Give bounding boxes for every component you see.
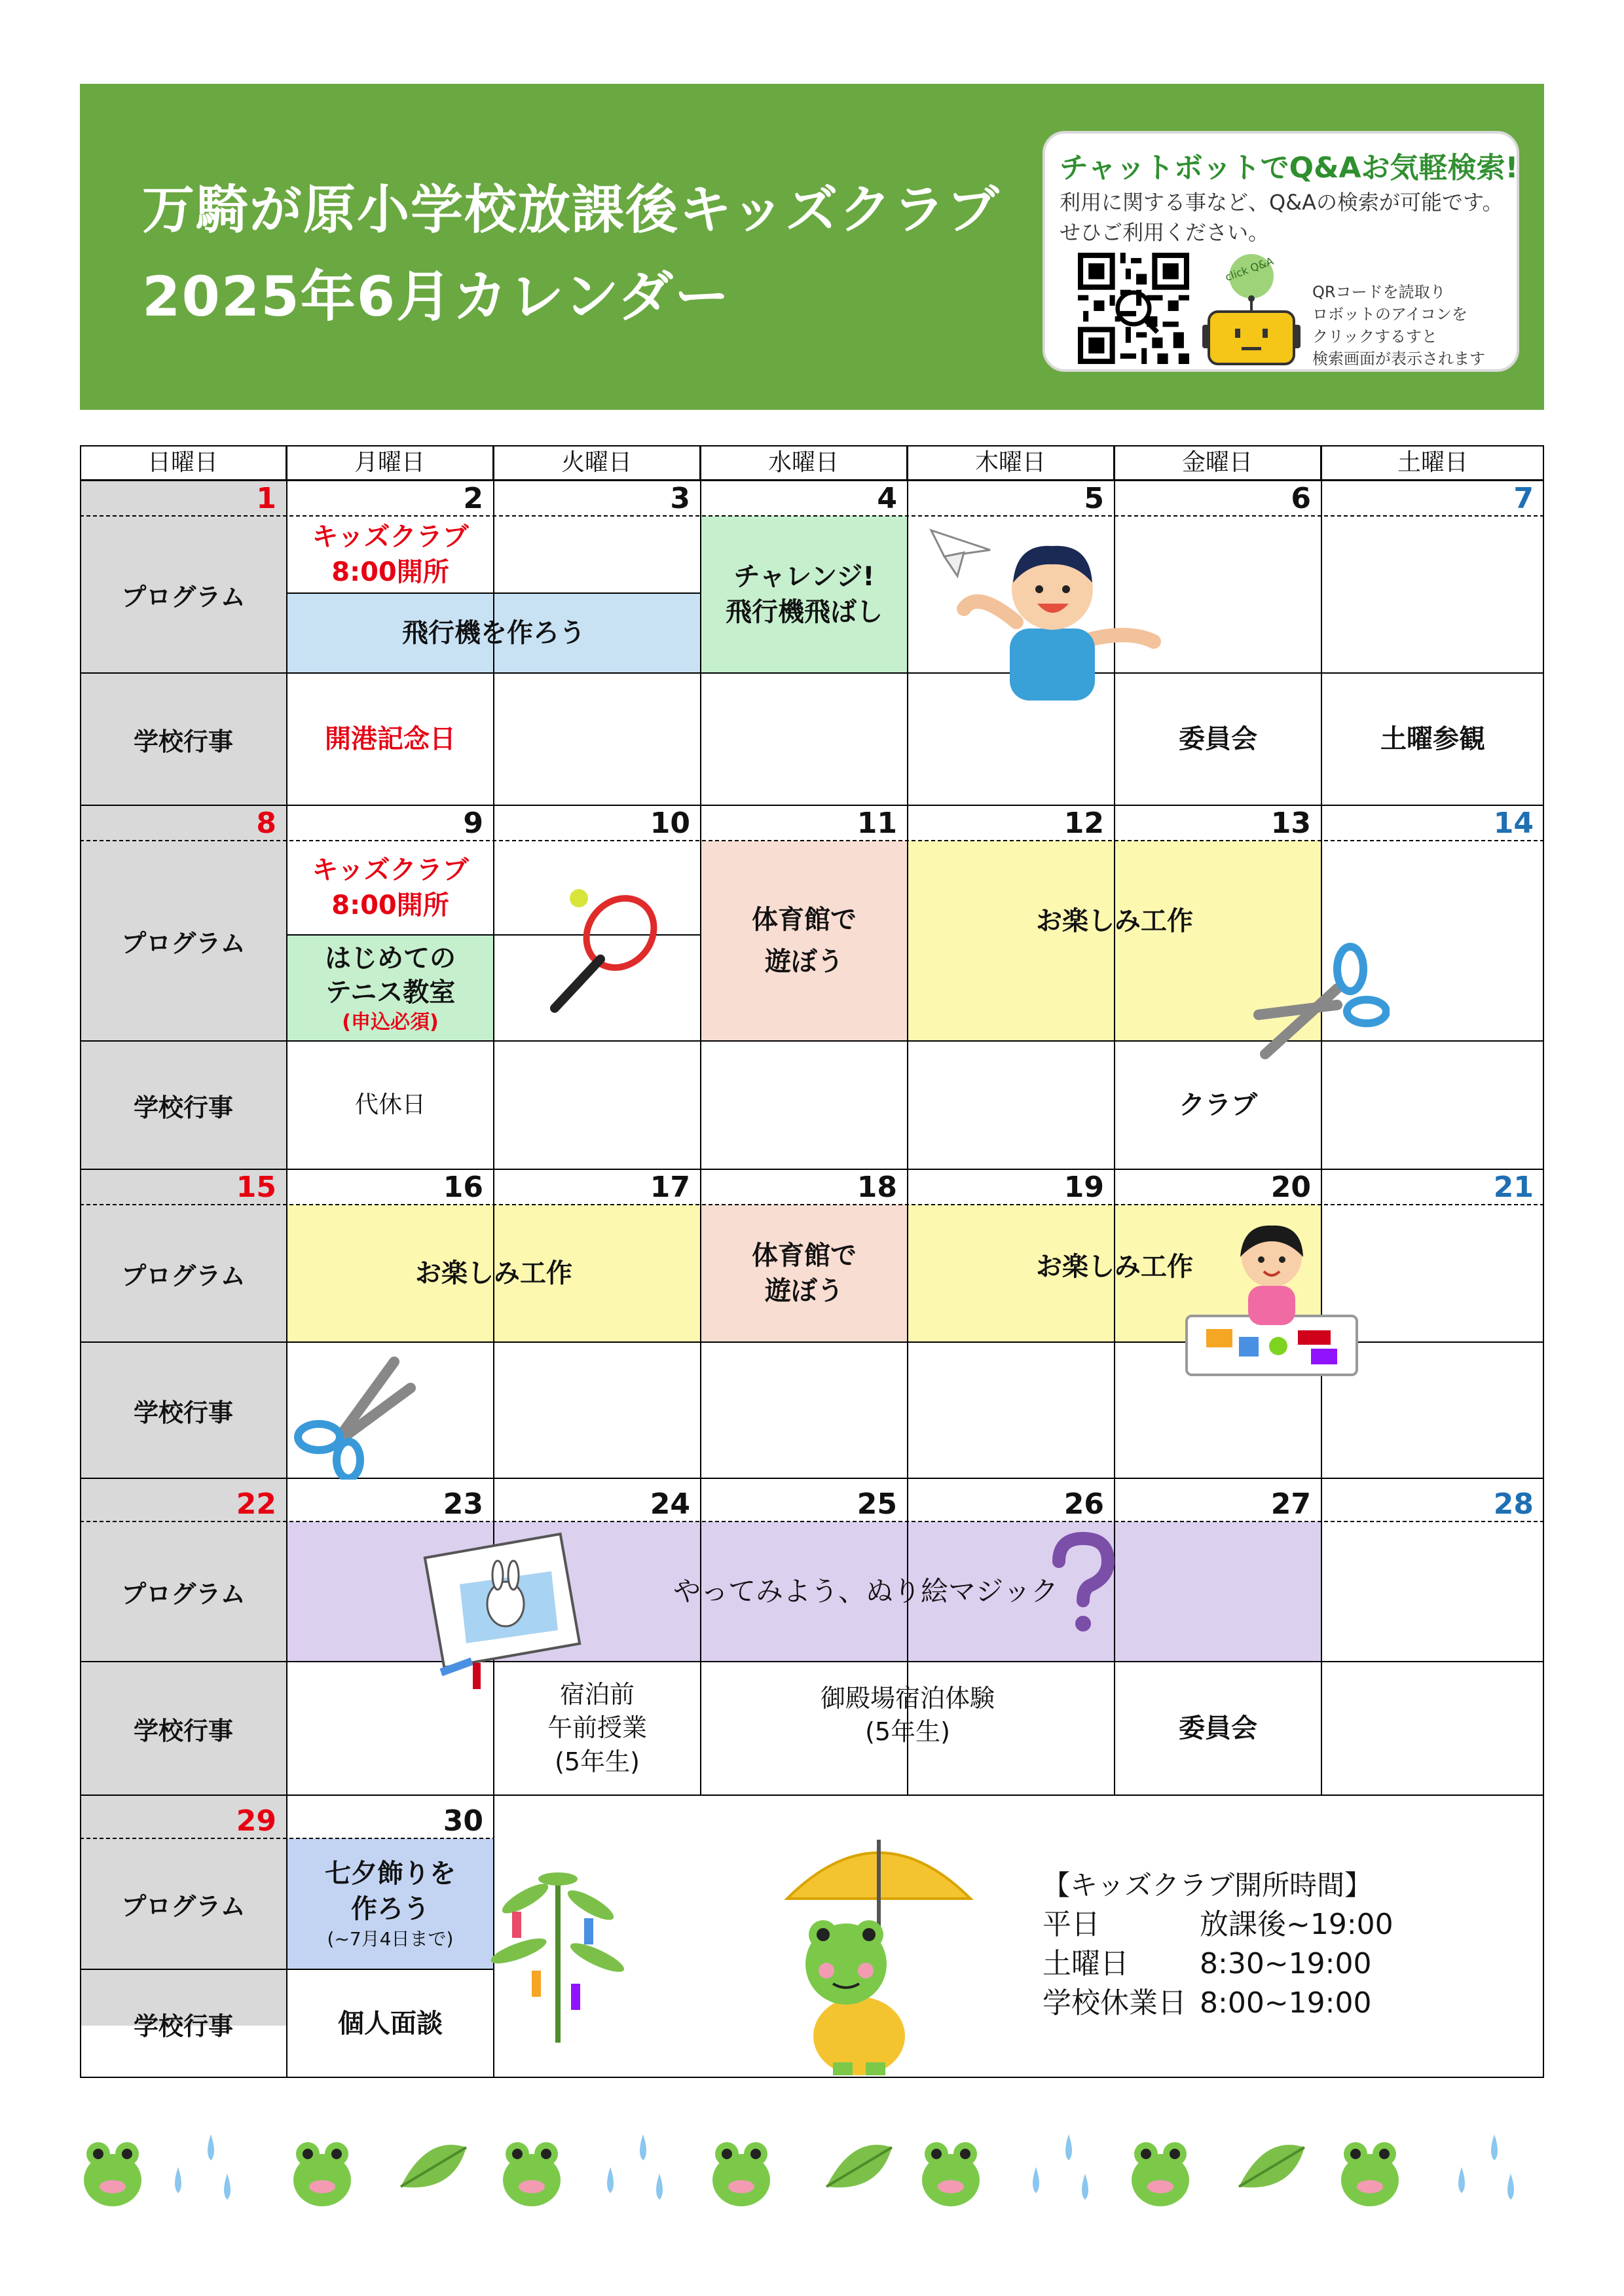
day-number: 15	[236, 1171, 276, 1204]
row-label-school: 学校行事	[133, 1093, 233, 1122]
qr-instruction-3: クリックするすと	[1312, 327, 1438, 346]
tennis-racket-illustration	[538, 884, 669, 1015]
event-iinkai: 委員会	[1179, 1713, 1257, 1743]
page-title: 万騎が原小学校放課後キッズクラブ	[142, 179, 1001, 240]
page-subtitle: 2025年6月カレンダー	[142, 264, 731, 329]
boy-plane-illustration	[918, 517, 1219, 707]
day-number: 24	[650, 1487, 690, 1521]
day-number: 3	[670, 482, 690, 515]
weekday-mon: 月曜日	[287, 445, 494, 481]
weekday-thu: 木曜日	[908, 445, 1115, 481]
question-mark-icon	[1043, 1532, 1121, 1637]
day-number: 6	[1291, 482, 1311, 515]
calendar-grid	[80, 445, 1544, 2095]
event-daikyu: 代休日	[354, 1091, 426, 1118]
day-number: 8	[256, 807, 276, 840]
event-craft: お楽しみ工作	[415, 1258, 572, 1288]
weekday-tue: 火曜日	[494, 445, 701, 481]
event-craft: お楽しみ工作	[1036, 906, 1193, 936]
day-number: 29	[236, 1804, 276, 1838]
event-kids-open: キッズクラブ 8:00開所	[312, 522, 469, 587]
opening-hours: 【キッズクラブ開所時間】 平日 放課後~19:00 土曜日 8:30~19:00 学校休業日 8:00~19:00	[1043, 1866, 1527, 2062]
frog-leaf-border-illustration	[80, 2115, 1544, 2213]
row-label-school: 学校行事	[133, 1398, 233, 1427]
chatbot-text-2: せひご利用ください。	[1060, 220, 1270, 245]
event-craft: お楽しみ工作	[1036, 1252, 1193, 1282]
day-number: 2	[463, 482, 483, 515]
scissors-illustration	[289, 1349, 420, 1480]
row-label-program: プログラム	[121, 1579, 246, 1609]
row-label-program: プログラム	[121, 582, 246, 611]
day-number: 20	[1270, 1171, 1311, 1204]
day-number: 4	[877, 482, 897, 515]
event-tennis: はじめての テニス教室 (申込必須)	[325, 943, 456, 1034]
day-number: 26	[1063, 1487, 1104, 1521]
day-number: 14	[1493, 807, 1534, 840]
header-banner	[80, 84, 1544, 410]
day-number: 5	[1084, 482, 1104, 515]
chatbot-heading: チャットボットでQ&Aお気軽検索!	[1060, 151, 1519, 185]
day-number: 13	[1270, 807, 1311, 840]
weekday-wed: 水曜日	[701, 445, 908, 481]
frog-umbrella-illustration	[774, 1820, 984, 2082]
event-kids-open: キッズクラブ 8:00開所	[312, 855, 469, 920]
day-number: 19	[1063, 1171, 1104, 1204]
event-gym: 体育館で 遊ぼう	[752, 1241, 857, 1306]
day-number: 22	[236, 1487, 276, 1521]
chatbot-panel[interactable]	[1043, 131, 1519, 372]
row-label-program: プログラム	[121, 928, 246, 958]
scissors-illustration	[1246, 943, 1390, 1067]
row-label-program: プログラム	[121, 1261, 246, 1290]
row-label-school: 学校行事	[133, 1716, 233, 1745]
qr-instruction-2: ロボットのアイコンを	[1312, 305, 1467, 323]
day-number: 21	[1493, 1171, 1534, 1204]
click-badge-text: click Q&A	[1223, 255, 1276, 284]
event-challenge: チャレンジ! 飛行機飛ばし	[726, 562, 883, 627]
event-nurie: やってみよう、ぬり絵マジック	[673, 1575, 1058, 1607]
weekday-sat: 土曜日	[1321, 445, 1544, 481]
day-number: 12	[1063, 807, 1104, 840]
robot-chatbot-icon[interactable]	[1202, 249, 1301, 367]
event-gym: 体育館で 遊ぼう	[752, 905, 857, 977]
event-plane-make: 飛行機を作ろう	[402, 618, 585, 648]
opening-hours-title: 【キッズクラブ開所時間】	[1043, 1869, 1373, 1901]
chatbot-text-1: 利用に関する事など、Q&Aの検索が可能です。	[1060, 190, 1504, 215]
event-gotemba: 御殿場宿泊体験 (5年生)	[820, 1683, 995, 1746]
day-number: 23	[443, 1487, 483, 1521]
day-number: 7	[1513, 482, 1534, 515]
weekday-fri: 金曜日	[1115, 445, 1321, 481]
day-number: 11	[857, 807, 897, 840]
qr-instruction-4: 検索画面が表示されます	[1312, 350, 1485, 368]
qr-instruction-1: QRコードを読取り	[1312, 283, 1446, 301]
day-number: 9	[463, 807, 483, 840]
day-number: 18	[857, 1171, 897, 1204]
event-kojin: 個人面談	[338, 2009, 443, 2039]
event-doyou-sankan: 土曜参観	[1380, 724, 1485, 754]
event-club: クラブ	[1179, 1090, 1257, 1120]
day-number: 25	[857, 1487, 897, 1521]
qr-code-icon[interactable]	[1078, 253, 1189, 364]
day-number: 27	[1270, 1487, 1311, 1521]
day-number: 17	[650, 1171, 690, 1204]
row-label-school: 学校行事	[133, 727, 233, 756]
event-pre-stay: 宿泊前 午前授業 (5年生)	[547, 1680, 647, 1776]
day-number: 10	[650, 807, 690, 840]
weekday-sun: 日曜日	[80, 445, 287, 481]
row-label-program: プログラム	[121, 1891, 246, 1921]
event-tanabata: 七夕飾りを 作ろう (~7月4日まで)	[325, 1859, 456, 1950]
tanabata-bamboo-illustration	[486, 1853, 630, 2049]
row-label-school: 学校行事	[133, 2011, 233, 2041]
day-number: 1	[256, 482, 276, 515]
girl-crafting-illustration	[1180, 1218, 1363, 1388]
event-kaikou: 開港記念日	[325, 724, 456, 754]
day-number: 28	[1493, 1487, 1534, 1521]
day-number: 16	[443, 1171, 483, 1204]
event-iinkai: 委員会	[1179, 724, 1257, 754]
day-number: 30	[443, 1804, 483, 1838]
